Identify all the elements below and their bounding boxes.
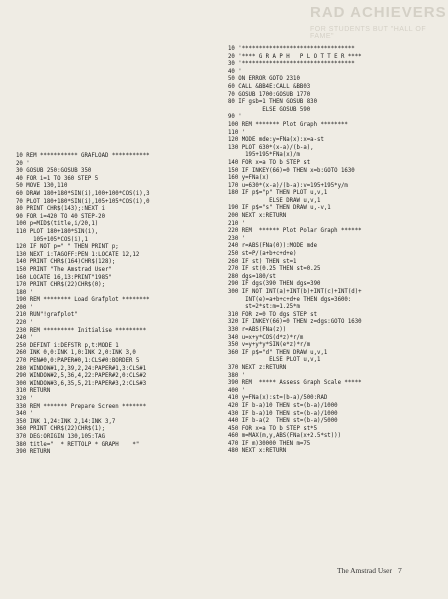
code-line: 360 IF p$="d" THEN DRAW u,v,1 [228, 349, 328, 356]
code-line: 220 REM ****** Plot Polar Graph ****** [228, 228, 362, 235]
code-line: 200 ' [16, 304, 34, 311]
code-line: 460 m=MAX(m,y,ABS(FNa(x+2.5*st))) [228, 433, 341, 440]
code-line: 280 dgs=180/st [228, 273, 276, 280]
faded-heading-subtitle: FOR STUDENTS BUT "HALL OF FAME" [310, 26, 427, 40]
code-line: 280 WINDOW#1,2,39,2,24:PAPER#1,3:CLS#1 [16, 365, 147, 372]
code-line: 240 ' [16, 335, 34, 342]
code-line: 110 PLOT 180+180*SIN(i), [16, 228, 99, 235]
code-line: 230 REM ********* Initialise ********* [16, 327, 147, 334]
code-line: 390 RETURN [16, 449, 51, 456]
code-line: 370 DEG:ORIGIN 130,105:TAG [16, 433, 106, 440]
code-line: 80 PRINT CHR$(143);:NEXT i [16, 206, 106, 213]
code-line: 340 ' [16, 411, 34, 418]
code-line: 170 PRINT CHR$(22)CHR$(0); [16, 282, 106, 289]
code-line: 210 RUN"!grafplot" [16, 312, 78, 319]
code-line: 270 PEN#0,0:PAPER#0,1:CLS#0:BORDER 5 [16, 358, 140, 365]
code-line: 100 p=MID$(title,i/20,1) [16, 221, 99, 228]
code-line: 140 FOR x=a TO b STEP st [228, 159, 311, 166]
code-line: 90 ' [228, 114, 242, 121]
code-line: 190 REM ******** Load Grafplot ******** [16, 297, 150, 304]
code-line: 450 FOR x=a TO b STEP st*5 [228, 425, 318, 432]
code-line: 380 ' [228, 372, 246, 379]
code-line: 60 CALL &BB4E:CALL &BB03 [228, 83, 311, 90]
code-line: 350 v=y+y*y*SIN(e*z)*r/m [228, 342, 311, 349]
code-line: 390 REM ***** Assess Graph Scale ***** [228, 380, 362, 387]
code-line: 320 ' [16, 396, 34, 402]
code-line: 90 FOR i=420 TO 40 STEP-20 [16, 213, 106, 220]
code-line: 210 ' [228, 220, 246, 227]
code-line: 240 r=ABS(FNa(0)):MODE mde [228, 243, 318, 250]
code-line: 140 PRINT CHR$(164)CHR$(128); [16, 259, 116, 266]
code-line: 30 '********************************* [228, 61, 355, 68]
code-line: 430 IF b-a)10 THEN st=(b-a)/1000 [228, 410, 338, 417]
code-line: 70 PLOT 180+180*SIN(i),105+105*COS(i),0 [16, 198, 150, 205]
code-line: 100 REM ******* Plot Graph ******** [228, 121, 348, 128]
code-line: 10 '********************************* [228, 46, 355, 52]
code-line: 195+195*FNa(x)/m [228, 152, 300, 159]
code-line: 20 '**** G R A P H P L O T T E R **** [228, 53, 362, 60]
code-line: 80 IF gsb=1 THEN GOSUB 830 [228, 99, 318, 106]
page-number: 7 [398, 566, 402, 575]
grafload-listing [16, 153, 150, 457]
code-line: 180 IF p$="p" THEN PLOT u,v,1 [228, 190, 328, 197]
page-footer [337, 566, 408, 575]
code-line: 60 DRAW 180+180*SIN(i),100+100*COS(i),3 [16, 190, 150, 197]
code-line: 300 IF NOT INT(a)+INT(b)+INT(c)+INT(d)+ [228, 289, 362, 295]
code-line: 290 WINDOW#2,5,36,4,22:PAPER#2,0:CLS#2 [16, 373, 147, 380]
code-line: 160 y=FNa(x) [228, 175, 270, 182]
code-line: 330 REM ******* Prepare Screen ******* [16, 403, 147, 410]
code-line: 50 ON ERROR GOTO 2310 [228, 76, 300, 83]
code-line: 50 MOVE 130,110 [16, 183, 68, 190]
code-line: 470 IF m)30000 THEN m=75 [228, 440, 311, 447]
code-line: 105+105*COS(i),1 [16, 236, 88, 243]
code-line: 340 u=x+y*COS(d*z)*r/m [228, 334, 304, 341]
code-line: 370 NEXT z:RETURN [228, 364, 287, 371]
code-line: 200 NEXT x:RETURN [228, 213, 287, 220]
code-line: ELSE GOSUB 590 [228, 106, 311, 113]
code-line: 270 IF st(0.25 THEN st=0.25 [228, 266, 321, 273]
publication-name: The Amstrad User [337, 566, 392, 575]
code-line: 330 r=ABS(FNa(z)) [228, 326, 287, 333]
code-line: 300 WINDOW#3,6,35,5,21:PAPER#3,2:CLS#3 [16, 380, 147, 387]
code-line: 130 PLOT 630*(x-a)/(b-a), [228, 144, 314, 151]
code-line: 180 ' [16, 289, 34, 296]
code-line: 120 IF NOT p=" " THEN PRINT p; [16, 244, 119, 251]
code-line: 150 PRINT "The Amstrad User" [16, 266, 112, 273]
graph-plotter-listing [228, 46, 362, 456]
code-line: 40 FOR i=1 TO 360 STEP 5 [16, 175, 99, 182]
faded-heading-title: RAD ACHIEVERS [310, 4, 447, 21]
code-line: 150 IF INKEY(66)=0 THEN x=b:GOTO 1630 [228, 167, 355, 174]
code-line: 260 INK 0,0:INK 1,0:INK 2,0:INK 3,0 [16, 350, 136, 357]
code-line: 70 GOSUB 1700:GOSUB 1770 [228, 91, 311, 98]
code-line: 310 RETURN [16, 388, 51, 395]
code-line: st=2*st:m=1.25*m [228, 304, 300, 311]
code-line: INT(e)=a+b+c+d+e THEN dgs=3600: [228, 296, 352, 303]
code-line: 40 ' [228, 68, 242, 75]
code-line: 230 ' [228, 235, 246, 242]
code-line: 250 st=P/(a+b+c+d+e) [228, 251, 297, 258]
code-line: 380 title=" * RETTOLP * GRAPH *" [16, 441, 140, 448]
code-line: ELSE PLOT u,v,1 [228, 357, 321, 364]
code-line: 10 REM *********** GRAFLOAD *********** [16, 153, 150, 159]
code-line: 190 IF p$="s" THEN DRAW u,-v,1 [228, 205, 331, 212]
code-line: 220 ' [16, 320, 34, 327]
code-line: 20 ' [16, 160, 30, 167]
code-line: 420 IF b-a)10 THEN st=(b-a)/1000 [228, 402, 338, 409]
code-line: 410 y=FNa(x):st=(b-a)/500:RAD [228, 395, 328, 402]
code-line: 440 IF b-a(2 THEN st=(b-a)/5000 [228, 418, 338, 425]
code-line: 360 PRINT CHR$(22)CHR$(1); [16, 426, 106, 433]
code-line: 350 INK 1,24:INK 2,14:INK 3,7 [16, 418, 116, 425]
code-line: 250 DEFINT i:DEFSTR p,t:MODE 1 [16, 342, 119, 349]
code-line: 400 ' [228, 387, 246, 394]
code-line: 170 u=630*(x-a)/(b-a):v=195+195*y/m [228, 182, 348, 189]
code-line: 310 FOR z=0 TO dgs STEP st [228, 311, 318, 318]
code-line: 30 GOSUB 250:GOSUB 350 [16, 168, 92, 175]
code-line: 480 NEXT x:RETURN [228, 448, 287, 455]
code-line: ELSE DRAW u,v,1 [228, 197, 321, 204]
code-line: 110 ' [228, 129, 246, 136]
code-line: 260 IF st) THEN st=1 [228, 258, 297, 265]
code-line: 120 MODE mde:y=FNa(x):x=a-st [228, 137, 324, 144]
code-line: 160 LOCATE 16,13:PRINT"1985" [16, 274, 112, 281]
code-line: 290 IF dgs(390 THEN dgs=390 [228, 281, 321, 288]
code-line: 130 NEXT i:TAGOFF:PEN 1:LOCATE 12,12 [16, 251, 140, 258]
code-line: 320 IF INKEY(66)=0 THEN z=dgs:GOTO 1630 [228, 319, 362, 326]
